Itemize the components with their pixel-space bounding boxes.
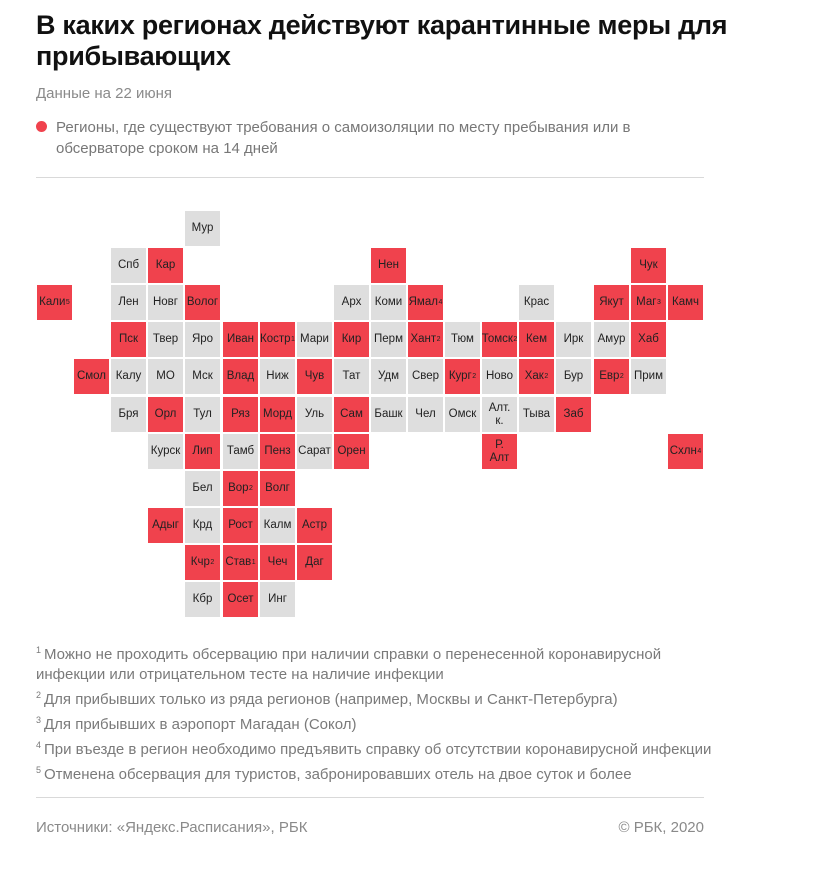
region-label: Инг bbox=[268, 593, 287, 605]
region-label: Кем bbox=[525, 333, 547, 345]
region-tile bbox=[223, 508, 258, 543]
region-tile bbox=[334, 434, 369, 469]
copyright-text: © РБК, 2020 bbox=[618, 819, 704, 836]
region-tile bbox=[482, 359, 517, 394]
region-tile bbox=[148, 434, 183, 469]
region-tile bbox=[631, 359, 666, 394]
region-label: Морд bbox=[263, 408, 292, 420]
region-label: Орл bbox=[154, 408, 177, 420]
region-tile bbox=[297, 359, 332, 394]
region-tile bbox=[148, 359, 183, 394]
region-label: Томск bbox=[481, 333, 513, 345]
region-tile bbox=[297, 508, 332, 543]
region-tile bbox=[74, 359, 109, 394]
region-label: Свер bbox=[411, 370, 440, 382]
region-label: Орен bbox=[337, 445, 366, 457]
region-label: Тюм bbox=[451, 333, 474, 345]
region-tile bbox=[519, 397, 554, 432]
region-label: Кбр bbox=[192, 593, 213, 605]
region-tile bbox=[668, 285, 703, 320]
region-tile bbox=[519, 322, 554, 357]
region-tile bbox=[297, 397, 332, 432]
region-label: Хант bbox=[410, 333, 437, 345]
region-label: Даг bbox=[305, 556, 324, 568]
region-label: Алт. к. bbox=[488, 401, 511, 427]
bottom-divider bbox=[36, 797, 704, 798]
region-footnote-mark: 1 bbox=[251, 559, 256, 566]
region-tile bbox=[185, 545, 220, 580]
region-tile bbox=[223, 359, 258, 394]
region-label: Омск bbox=[448, 408, 477, 420]
region-label: Мари bbox=[300, 333, 329, 345]
region-tile bbox=[519, 285, 554, 320]
region-label: Ямал bbox=[408, 296, 438, 308]
region-tile bbox=[445, 397, 480, 432]
region-footnote-mark: 3 bbox=[656, 299, 661, 306]
footnote-text: Можно не проходить обсервацию при наличии справки о перенесенной коронавирусной инфекции или отрицательном тесте на наличие инфекции bbox=[36, 646, 662, 683]
region-label: Волг bbox=[265, 482, 290, 494]
region-label: Перм bbox=[374, 333, 403, 345]
region-tile bbox=[482, 434, 517, 469]
region-label: Ирк bbox=[563, 333, 584, 345]
region-label: Амур bbox=[597, 333, 626, 345]
region-label: Крд bbox=[192, 519, 213, 531]
region-label: Став bbox=[225, 556, 252, 568]
region-tile bbox=[185, 508, 220, 543]
region-label: Маг bbox=[636, 296, 657, 308]
footnote-number: 1 bbox=[36, 645, 42, 655]
region-tile bbox=[519, 359, 554, 394]
region-tile bbox=[556, 322, 591, 357]
region-tile bbox=[37, 285, 72, 320]
region-tile bbox=[260, 471, 295, 506]
region-label: Кар bbox=[155, 259, 176, 271]
region-label: Чеч bbox=[267, 556, 288, 568]
region-tile bbox=[260, 582, 295, 617]
region-tile bbox=[185, 211, 220, 246]
region-tile bbox=[185, 285, 220, 320]
footnote bbox=[36, 640, 716, 685]
region-tile bbox=[260, 322, 295, 357]
region-footnote-mark: 4 bbox=[438, 299, 443, 306]
region-label: Вор bbox=[228, 482, 249, 494]
region-tile bbox=[185, 397, 220, 432]
region-tile bbox=[297, 322, 332, 357]
region-footnote-mark: 2 bbox=[513, 336, 518, 343]
region-tile bbox=[334, 359, 369, 394]
region-label: Ниж bbox=[266, 370, 289, 382]
region-label: Лен bbox=[118, 296, 139, 308]
region-footnote-mark: 2 bbox=[619, 373, 624, 380]
footnote-number: 5 bbox=[36, 765, 42, 775]
region-tile bbox=[445, 322, 480, 357]
region-footnote-mark: 2 bbox=[249, 485, 253, 492]
region-tile bbox=[260, 508, 295, 543]
region-label: Тамб bbox=[226, 445, 255, 457]
region-footnote-mark: 1 bbox=[291, 336, 295, 343]
region-tile bbox=[371, 397, 406, 432]
region-label: Яро bbox=[191, 333, 214, 345]
region-tile bbox=[148, 397, 183, 432]
region-footnote-mark: 2 bbox=[436, 336, 441, 343]
region-label: Камч bbox=[672, 296, 699, 308]
region-label: Р. Алт bbox=[489, 438, 510, 464]
region-label: Бел bbox=[192, 482, 213, 494]
region-label: Пск bbox=[118, 333, 139, 345]
region-label: Новг bbox=[152, 296, 178, 308]
region-tile bbox=[148, 248, 183, 283]
region-tile bbox=[260, 397, 295, 432]
region-label: Курск bbox=[150, 445, 181, 457]
region-tile bbox=[148, 285, 183, 320]
region-tile bbox=[334, 397, 369, 432]
region-tile bbox=[185, 322, 220, 357]
region-label: Нен bbox=[377, 259, 400, 271]
region-label: Мск bbox=[192, 370, 213, 382]
region-label: Костр bbox=[260, 333, 291, 345]
footnote-text: Для прибывших только из ряда регионов (например, Москвы и Санкт-Петербурга) bbox=[44, 691, 618, 708]
region-footnote-mark: 5 bbox=[65, 299, 70, 306]
region-label: Лип bbox=[192, 445, 213, 457]
region-label: Тат bbox=[342, 370, 361, 382]
region-tile bbox=[556, 397, 591, 432]
region-label: Якут bbox=[599, 296, 624, 308]
source-text: Источники: «Яндекс.Расписания», РБК bbox=[36, 819, 308, 836]
region-tile bbox=[668, 434, 703, 469]
region-tile bbox=[223, 397, 258, 432]
region-tile bbox=[408, 359, 443, 394]
region-label: Ново bbox=[485, 370, 514, 382]
legend-red-dot bbox=[36, 121, 47, 132]
footnote-number: 3 bbox=[36, 715, 42, 725]
footnote bbox=[36, 735, 716, 760]
region-label: Иван bbox=[227, 333, 254, 345]
region-label: Адыг bbox=[152, 519, 179, 531]
region-tile bbox=[185, 582, 220, 617]
region-tile bbox=[371, 322, 406, 357]
region-label: Смол bbox=[76, 370, 107, 382]
region-tile bbox=[260, 434, 295, 469]
region-tile bbox=[631, 322, 666, 357]
region-tile bbox=[223, 545, 258, 580]
region-tile bbox=[408, 397, 443, 432]
footnote-text: При въезде в регион необходимо предъявить справку об отсутствии коронавирусной инфекции bbox=[44, 741, 712, 758]
region-tile bbox=[297, 434, 332, 469]
region-label: Мур bbox=[191, 222, 214, 234]
top-divider bbox=[36, 177, 704, 178]
region-tile bbox=[111, 397, 146, 432]
data-date: Данные на 22 июня bbox=[36, 85, 173, 102]
region-footnote-mark: 2 bbox=[210, 559, 215, 566]
region-label: Калм bbox=[263, 519, 292, 531]
region-tile bbox=[334, 322, 369, 357]
region-label: Хаб bbox=[638, 333, 659, 345]
region-label: Тыва bbox=[522, 408, 551, 420]
region-tile bbox=[223, 582, 258, 617]
region-tile bbox=[185, 359, 220, 394]
region-footnote-mark: 2 bbox=[472, 373, 477, 380]
region-label: Схлн bbox=[669, 445, 697, 457]
region-label: Заб bbox=[563, 408, 584, 420]
region-label: Астр bbox=[301, 519, 328, 531]
region-label: Удм bbox=[377, 370, 400, 382]
region-tile bbox=[111, 248, 146, 283]
region-label: Осет bbox=[227, 593, 254, 605]
region-tile bbox=[594, 322, 629, 357]
chart-title: В каких регионах действуют карантинные меры для прибывающих bbox=[36, 10, 728, 71]
region-tile bbox=[408, 285, 443, 320]
region-footnote-mark: 4 bbox=[697, 448, 702, 455]
footnote-text: Отменена обсервация для туристов, забронировавших отель на двое суток и более bbox=[44, 766, 632, 783]
region-label: Кали bbox=[39, 296, 66, 308]
footnote bbox=[36, 760, 716, 785]
region-tile bbox=[260, 545, 295, 580]
footnote bbox=[36, 710, 716, 735]
region-label: Тул bbox=[193, 408, 212, 420]
region-label: Коми bbox=[374, 296, 403, 308]
region-tile bbox=[334, 285, 369, 320]
region-label: Кург bbox=[448, 370, 472, 382]
region-tile bbox=[631, 248, 666, 283]
region-tile bbox=[260, 359, 295, 394]
region-label: Чук bbox=[639, 259, 658, 271]
region-tile bbox=[371, 359, 406, 394]
region-label: Кчр bbox=[190, 556, 210, 568]
region-label: Хак bbox=[524, 370, 544, 382]
region-label: Арх bbox=[341, 296, 362, 308]
region-label: Башк bbox=[374, 408, 403, 420]
region-tile bbox=[371, 285, 406, 320]
region-tile bbox=[408, 322, 443, 357]
region-label: Чув bbox=[304, 370, 325, 382]
region-label: Евр bbox=[599, 370, 620, 382]
region-label: Прим bbox=[634, 370, 663, 382]
region-label: МО bbox=[156, 370, 175, 382]
legend-text: Регионы, где существуют требования о самоизоляции по месту пребывания или в обсерваторе сроком на 14 дней bbox=[56, 119, 631, 157]
region-tile bbox=[445, 359, 480, 394]
region-label: Спб bbox=[117, 259, 140, 271]
region-tile bbox=[371, 248, 406, 283]
legend bbox=[36, 117, 696, 159]
region-label: Твер bbox=[152, 333, 179, 345]
region-tile bbox=[148, 322, 183, 357]
region-tile bbox=[111, 322, 146, 357]
region-tile bbox=[223, 322, 258, 357]
region-tile bbox=[482, 397, 517, 432]
region-label: Сарат bbox=[298, 445, 331, 457]
region-label: Влад bbox=[226, 370, 255, 382]
region-label: Рост bbox=[228, 519, 253, 531]
region-label: Калу bbox=[115, 370, 142, 382]
region-tile bbox=[594, 359, 629, 394]
region-tile bbox=[185, 434, 220, 469]
region-label: Крас bbox=[523, 296, 550, 308]
region-tile bbox=[594, 285, 629, 320]
region-label: Волог bbox=[186, 296, 219, 308]
region-tile bbox=[297, 545, 332, 580]
region-tile bbox=[185, 471, 220, 506]
region-tile bbox=[148, 508, 183, 543]
footnote-number: 2 bbox=[36, 690, 42, 700]
region-tile bbox=[556, 359, 591, 394]
region-label: Пенз bbox=[264, 445, 291, 457]
region-tile bbox=[111, 359, 146, 394]
region-label: Бря bbox=[118, 408, 139, 420]
region-tile bbox=[111, 285, 146, 320]
region-tile bbox=[223, 471, 258, 506]
region-tile bbox=[223, 434, 258, 469]
region-tile bbox=[631, 285, 666, 320]
region-footnote-mark: 2 bbox=[544, 373, 549, 380]
footnote-number: 4 bbox=[36, 740, 42, 750]
region-label: Сам bbox=[340, 408, 363, 420]
footnote bbox=[36, 685, 716, 710]
region-tile bbox=[482, 322, 517, 357]
region-label: Чел bbox=[415, 408, 436, 420]
footnotes bbox=[36, 640, 716, 785]
footnote-text: Для прибывших в аэропорт Магадан (Сокол) bbox=[44, 716, 357, 733]
region-label: Ряз bbox=[231, 408, 250, 420]
region-label: Уль bbox=[304, 408, 325, 420]
region-label: Кир bbox=[341, 333, 362, 345]
region-label: Бур bbox=[563, 370, 584, 382]
